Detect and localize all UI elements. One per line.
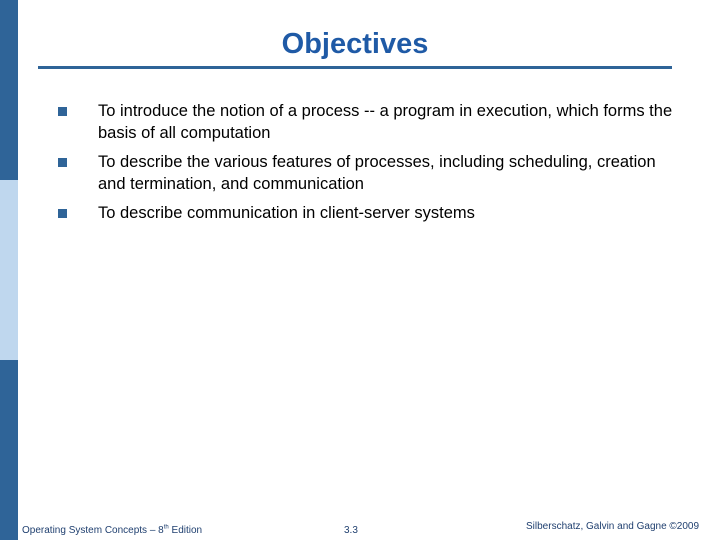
sidebar-bottom-band xyxy=(0,360,18,540)
footer-book-title-text: Operating System Concepts – 8 xyxy=(22,525,164,536)
sidebar-top-band xyxy=(0,0,18,180)
objective-item xyxy=(58,100,678,144)
objective-text: To describe the various features of processes, including scheduling, creation and termination, and communication xyxy=(98,153,656,193)
objectives-list xyxy=(58,100,678,231)
footer-book-title xyxy=(22,524,202,538)
footer-copyright: Silberschatz, Galvin and Gagne ©2009 xyxy=(526,521,700,532)
footer-page-number: 3.3 xyxy=(344,525,358,536)
slide-title: Objectives xyxy=(281,28,429,60)
square-bullet-icon xyxy=(58,158,67,167)
square-bullet-icon xyxy=(58,209,67,218)
footer-edition-word: Edition xyxy=(168,525,203,536)
objective-text: To describe communication in client-server systems xyxy=(98,204,475,222)
objective-text: To introduce the notion of a process -- a program in execution, which forms the basis of all computation xyxy=(98,102,673,142)
objective-item xyxy=(58,202,678,224)
title-underline xyxy=(38,66,672,69)
footer-edition-suffix: th xyxy=(163,524,169,531)
sidebar-middle-band xyxy=(0,180,18,360)
objective-item xyxy=(58,151,678,195)
square-bullet-icon xyxy=(58,107,67,116)
